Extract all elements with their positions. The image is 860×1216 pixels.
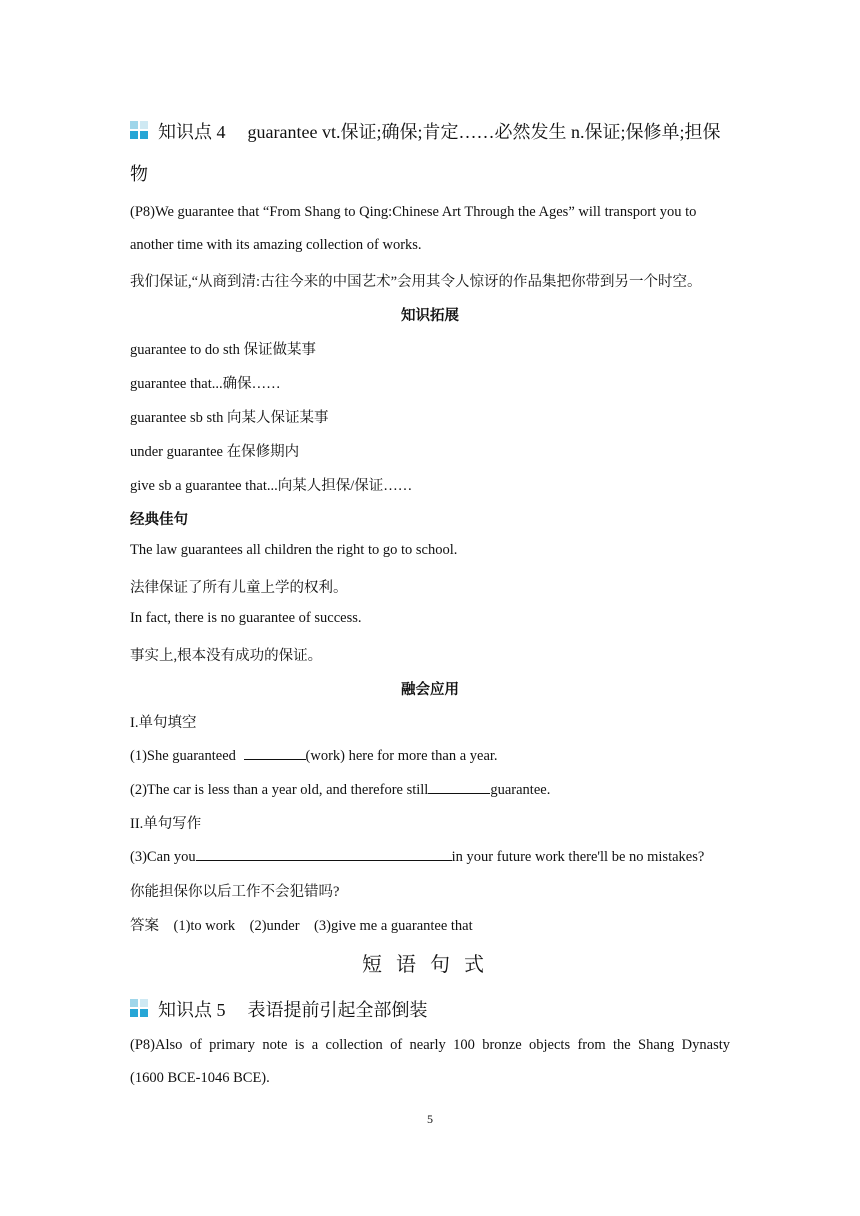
answer-blank[interactable]	[244, 745, 306, 760]
example-sentence-line-1: (P8)We guarantee that “From Shang to Qing:Chinese Art Through the Ages” will transport you to	[130, 204, 697, 220]
question-3	[130, 846, 704, 866]
expansion-item: guarantee that...确保……	[130, 376, 281, 392]
expansion-heading: 知识拓展	[401, 308, 459, 324]
classic-translation: 事实上,根本没有成功的保证。	[130, 648, 323, 664]
practice-heading: 融会应用	[401, 682, 459, 698]
classic-heading: 经典佳句	[130, 512, 188, 528]
question-2	[130, 779, 550, 799]
answer-key: 答案 (1)to work (2)under (3)give me a guarantee that	[130, 918, 473, 934]
part-two-heading: II.单句写作	[130, 816, 202, 832]
expansion-item: guarantee sb sth 向某人保证某事	[130, 410, 329, 426]
question-2-suffix: guarantee.	[490, 782, 551, 798]
knowledge-point-icon	[130, 121, 150, 141]
question-1-prefix: (1)She guaranteed	[130, 748, 240, 764]
kp5-example-line-1: (P8)Also of primary note is a collection of nearly 100 bronze objects from the Shang Dynasty	[130, 1037, 730, 1053]
question-3-translation: 你能担保你以后工作不会犯错吗?	[130, 884, 340, 900]
expansion-item: under guarantee 在保修期内	[130, 444, 300, 460]
classic-sentence: The law guarantees all children the right to go to school.	[130, 542, 458, 558]
page-number: 5	[427, 1112, 433, 1126]
part-one-heading: I.单句填空	[130, 715, 197, 731]
knowledge-point-icon	[130, 999, 150, 1019]
section-title: 短语句式	[362, 954, 498, 976]
classic-sentence: In fact, there is no guarantee of success.	[130, 610, 362, 626]
knowledge-point-title: guarantee vt.保证;确保;肯定……必然发生 n.保证;保修单;担保	[247, 122, 721, 142]
knowledge-point-5-heading	[130, 996, 428, 1022]
question-3-prefix: (3)Can you	[130, 849, 196, 865]
knowledge-point-label: 知识点 4	[158, 122, 226, 142]
knowledge-point-title: 表语提前引起全部倒装	[247, 1000, 428, 1020]
answer-blank[interactable]	[196, 846, 452, 861]
kp5-example-line-2: (1600 BCE-1046 BCE).	[130, 1070, 270, 1086]
knowledge-point-4-title-continued: 物	[130, 164, 148, 184]
expansion-item: guarantee to do sth 保证做某事	[130, 342, 317, 358]
question-1	[130, 745, 498, 765]
answer-blank[interactable]	[428, 779, 490, 794]
question-2-prefix: (2)The car is less than a year old, and therefore still	[130, 782, 429, 798]
example-translation: 我们保证,“从商到清:古往今来的中国艺术”会用其令人惊讶的作品集把你带到另一个时空。	[130, 274, 702, 290]
expansion-item: give sb a guarantee that...向某人担保/保证……	[130, 478, 413, 494]
classic-translation: 法律保证了所有儿童上学的权利。	[130, 580, 348, 596]
question-3-suffix: in your future work there'll be no mistakes?	[451, 849, 705, 865]
example-sentence-line-2: another time with its amazing collection of works.	[130, 237, 422, 253]
knowledge-point-label: 知识点 5	[158, 1000, 226, 1020]
knowledge-point-4-heading	[130, 118, 730, 144]
question-1-suffix: (work) here for more than a year.	[305, 748, 498, 764]
